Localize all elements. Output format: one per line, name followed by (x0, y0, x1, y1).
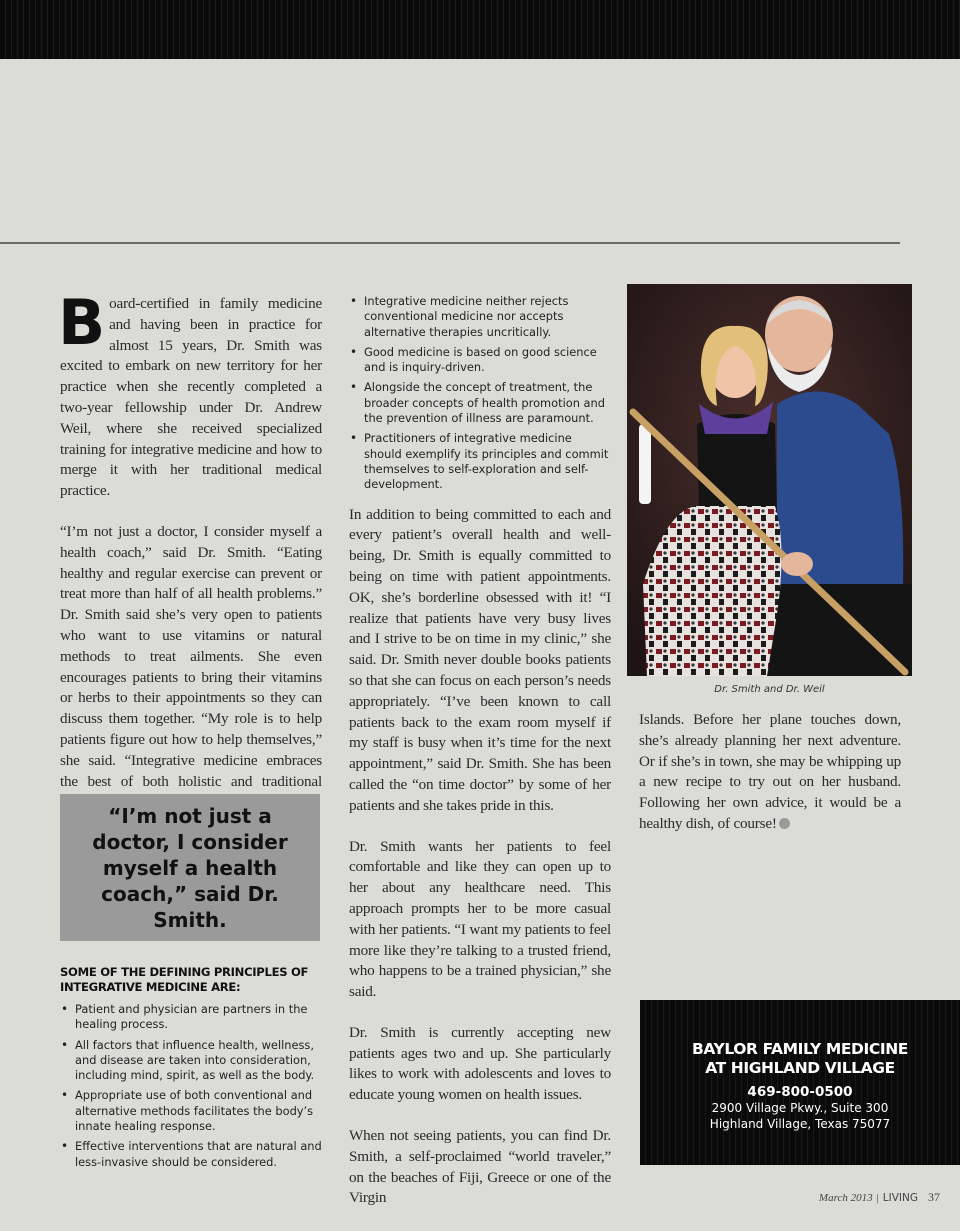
drop-cap: B (58, 286, 106, 359)
issue-date: March 2013 (818, 1192, 873, 1204)
practice-phone: 469-800-0500 (747, 1084, 853, 1100)
practice-address-line-1: 2900 Village Pkwy., Suite 300 (711, 1101, 889, 1115)
health-coach-paragraph: “I’m not just a doctor, I consider myself a health coach,” said Dr. Smith. “Eating healthy and regular exercise can prevent or treat more than half of all health problems.” Dr. Smith said she’s very open to patients who want to use vitamins or natural methods to treat ailments. She even encourages patients to bring their vitamins or herbs to their appointments so they can discuss them together. “My role is to help patients figure out how to help themselves,” she said. “Integrative medicine embraces the best of both holistic and traditional (60, 522, 322, 790)
practice-name: BAYLOR FAMILY MEDICINE AT HIGHLAND VILLAGE (691, 1040, 908, 1077)
principles-list (60, 1002, 322, 1170)
section-rule (0, 242, 900, 244)
practice-address-line-2: Highland Village, Texas 75077 (709, 1117, 891, 1131)
principle-item: • Patient and physician are partners in the healing process. (60, 1002, 322, 1033)
principle-item: • Practitioners of integrative medicine should exemplify its principles and commit themselves to self-exploration and self-development. (349, 431, 611, 492)
principle-item: • Appropriate use of both conventional and alternative methods facilitates the body’s innate healing response. (60, 1088, 322, 1134)
magazine-name: LIVING (882, 1192, 918, 1204)
pull-quote-box (60, 794, 320, 941)
principle-item: • All factors that influence health, wellness, and disease are taken into consideration, including mind, spirit, as well as the body. (60, 1038, 322, 1084)
principle-item: • Alongside the concept of treatment, the broader concepts of health promotion and the prevention of illness are paramount. (349, 380, 611, 426)
practice-info-box (640, 1000, 960, 1165)
page-number: 37 (928, 1190, 940, 1204)
principle-item: • Good medicine is based on good science and is inquiry-driven. (349, 345, 611, 376)
doctors-photo (627, 284, 912, 676)
column-3 (639, 710, 901, 855)
principle-item: • Effective interventions that are natural and less-invasive should be considered. (60, 1139, 322, 1170)
footer-separator: | (876, 1192, 879, 1204)
closing-text: Islands. Before her plane touches down, she’s already planning her next adventure. Or if she’s in town, she may be whipping up a new recipe to try out on her husband. Following her own advice, it would be a healthy dish, of course! (639, 711, 901, 832)
column-1 (58, 286, 322, 833)
top-black-bar (0, 0, 960, 59)
principles-heading: SOME OF THE DEFINING PRINCIPLES OF INTEGRATIVE MEDICINE ARE: (60, 965, 309, 994)
end-mark-icon (779, 818, 790, 829)
intro-text: oard-certified in family medicine and having been in practice for almost 15 years, Dr. Smith was excited to embark on new territory for her practice when she recently completed a two-year fellowship under Dr. Andrew Weil, where she received specialized training for integrative medicine and how to merge it with her traditional medical practice. (60, 295, 322, 500)
principles-list-continued (349, 294, 611, 493)
intro-paragraph (58, 286, 322, 502)
photo-caption: Dr. Smith and Dr. Weil (714, 684, 825, 695)
principles-list-container (60, 1002, 322, 1182)
principle-item: • Integrative medicine neither rejects conventional medicine nor accepts alternative therapies uncritically. (349, 294, 611, 340)
closing-paragraph (639, 710, 901, 835)
new-patients-paragraph: Dr. Smith is currently accepting new patients ages two and up. She particularly likes to work with adolescents and loves to educate young women on health issues. (349, 1023, 611, 1104)
on-time-paragraph: In addition to being committed to each and every patient’s overall health and well-being, Dr. Smith is equally committed to being on time with patient appointments. OK, she’s borderline obsessed with it! “I realize that patients have very busy lives and I strive to be on time in my clinic,” she said. Dr. Smith never double books patients so that she can focus on each person’s needs appropriately. “I’ve been known to call patients back to the exam room myself if my staff is busy when it’s time for the next appointment,” said Dr. Smith. She has been called the “on time doctor” by some of her patients and she takes pride in this. (349, 505, 611, 814)
page-footer (770, 1190, 940, 1205)
comfort-paragraph: Dr. Smith wants her patients to feel comfortable and like they can open up to her about any healthcare need. This approach prompts her to be more casual with her patients. “I want my patients to feel more like they’re talking to a trusted friend, who happens to be a trained physician,” she said. (349, 837, 611, 1001)
column-2 (349, 294, 611, 1229)
travel-paragraph: When not seeing patients, you can find Dr. Smith, a self-proclaimed “world traveler,” on the beaches of Fiji, Greece or one of the Virgin (349, 1127, 611, 1207)
pull-quote: “I’m not just a doctor, I consider myself a health coach,” said Dr. Smith. (92, 803, 288, 932)
doctors-photo-illustration (627, 284, 912, 676)
